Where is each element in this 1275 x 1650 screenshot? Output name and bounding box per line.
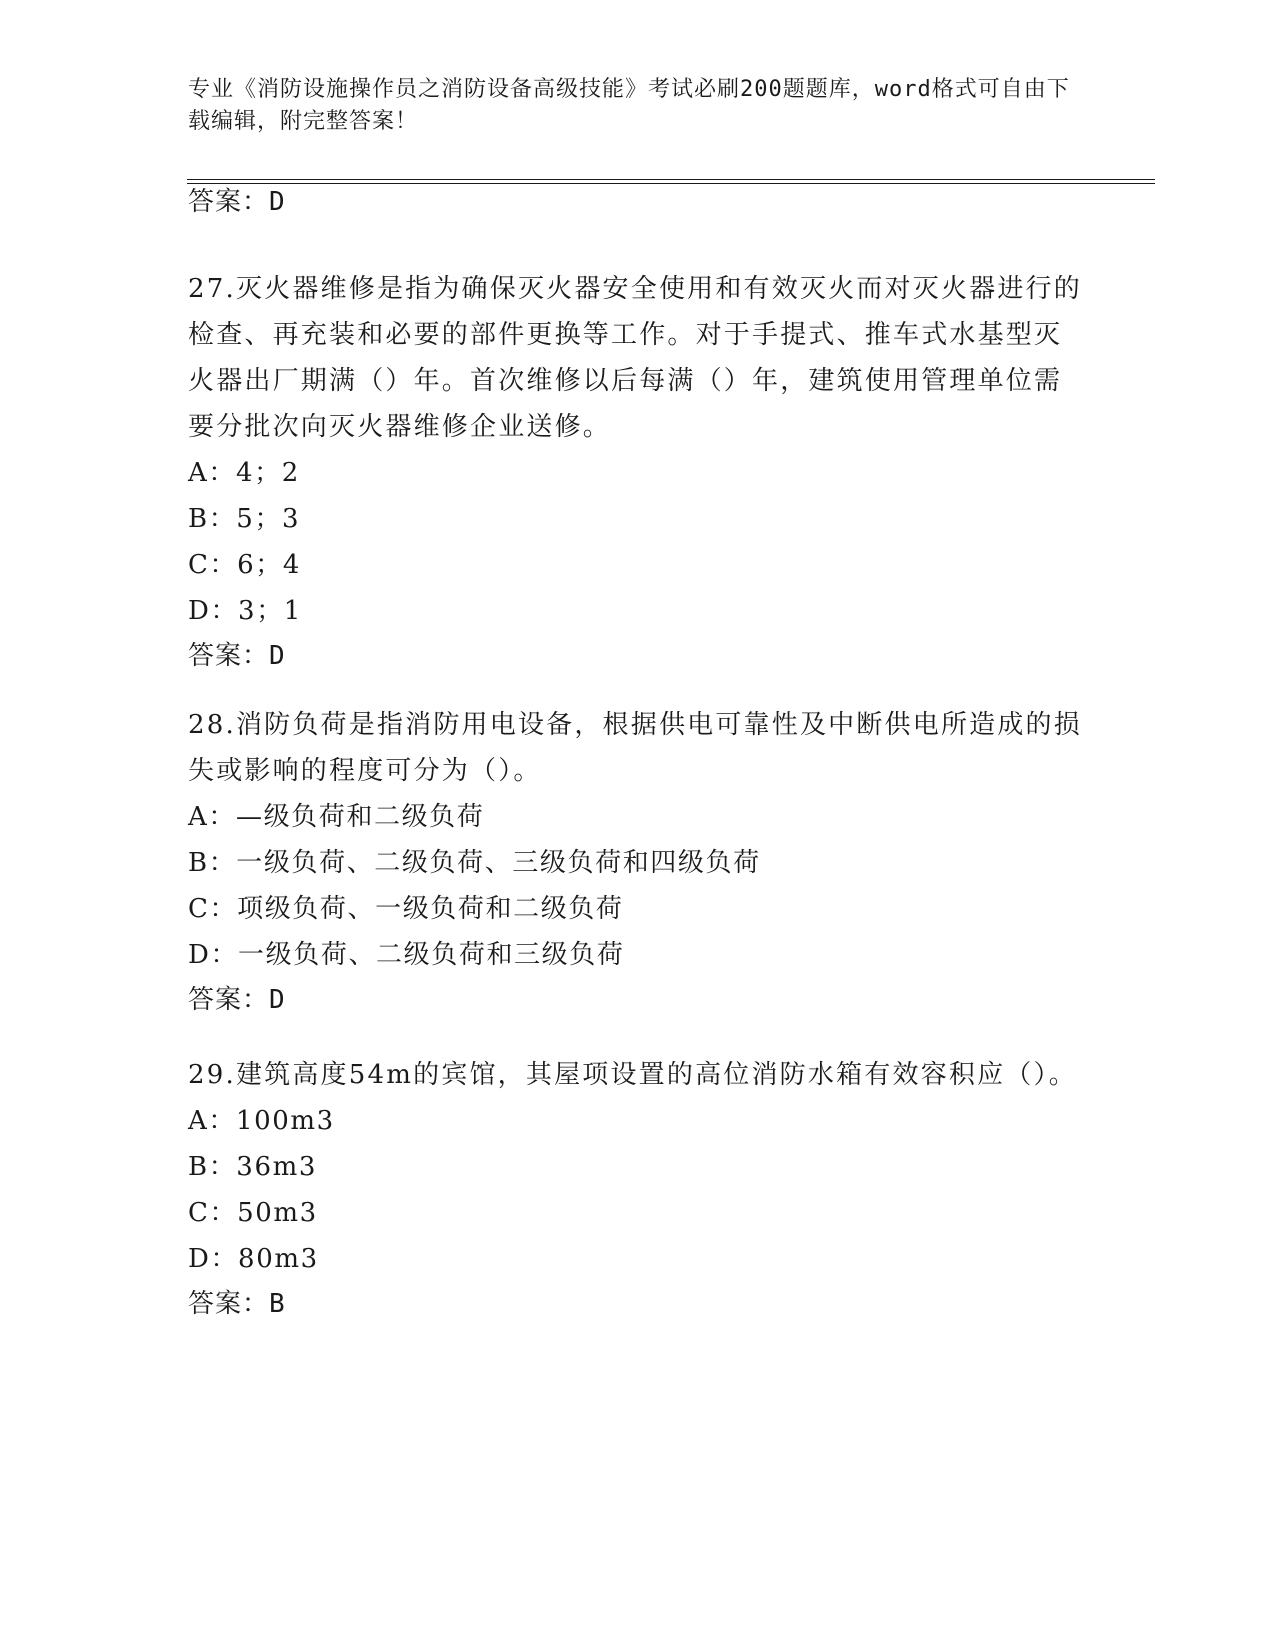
answer: 答案：D bbox=[188, 985, 286, 1015]
previous-answer: 答案：D bbox=[188, 187, 286, 217]
question-text: 27.灭火器维修是指为确保灭火器安全使用和有效灭火而对灭火器进行的检查、再充装和必要的部件更换等工作。对于手提式、推车式水基型灭火器出厂期满（）年。首次维修以后每满（）年，建筑使用管理单位需要分批次向灭火器维修企业送修。 bbox=[188, 274, 1082, 442]
question-27 bbox=[188, 266, 1088, 672]
option-c: C：项级负荷、一级负荷和二级负荷 bbox=[188, 894, 624, 924]
answer: 答案：D bbox=[188, 641, 286, 671]
question-text: 28.消防负荷是指消防用电设备，根据供电可靠性及中断供电所造成的损失或影响的程度可分为（）。 bbox=[188, 710, 1082, 786]
answer: 答案：B bbox=[188, 1289, 286, 1319]
header-rule-top bbox=[187, 179, 1155, 180]
option-b: B：一级负荷、二级负荷、三级负荷和四级负荷 bbox=[188, 848, 761, 878]
option-d: D：3；1 bbox=[188, 596, 302, 626]
option-a: A：4；2 bbox=[188, 458, 300, 488]
option-b: B：5；3 bbox=[188, 504, 301, 534]
question-28 bbox=[188, 702, 1088, 1016]
option-d: D：80m3 bbox=[188, 1244, 319, 1274]
option-c: C：50m3 bbox=[188, 1198, 318, 1228]
header-rule-bottom bbox=[187, 183, 1155, 184]
question-text: 29.建筑高度54m的宾馆，其屋项设置的高位消防水箱有效容积应（）。 bbox=[188, 1060, 1077, 1090]
option-a: A：100m3 bbox=[188, 1106, 335, 1136]
page-header: 专业《消防设施操作员之消防设备高级技能》考试必刷200题题库，word格式可自由下载编辑，附完整答案！ bbox=[188, 77, 1070, 134]
option-d: D：一级负荷、二级负荷和三级负荷 bbox=[188, 940, 625, 970]
question-29 bbox=[188, 1052, 1088, 1320]
option-c: C：6；4 bbox=[188, 550, 301, 580]
option-b: B：36m3 bbox=[188, 1152, 317, 1182]
option-a: A：—级负荷和二级负荷 bbox=[188, 802, 485, 832]
